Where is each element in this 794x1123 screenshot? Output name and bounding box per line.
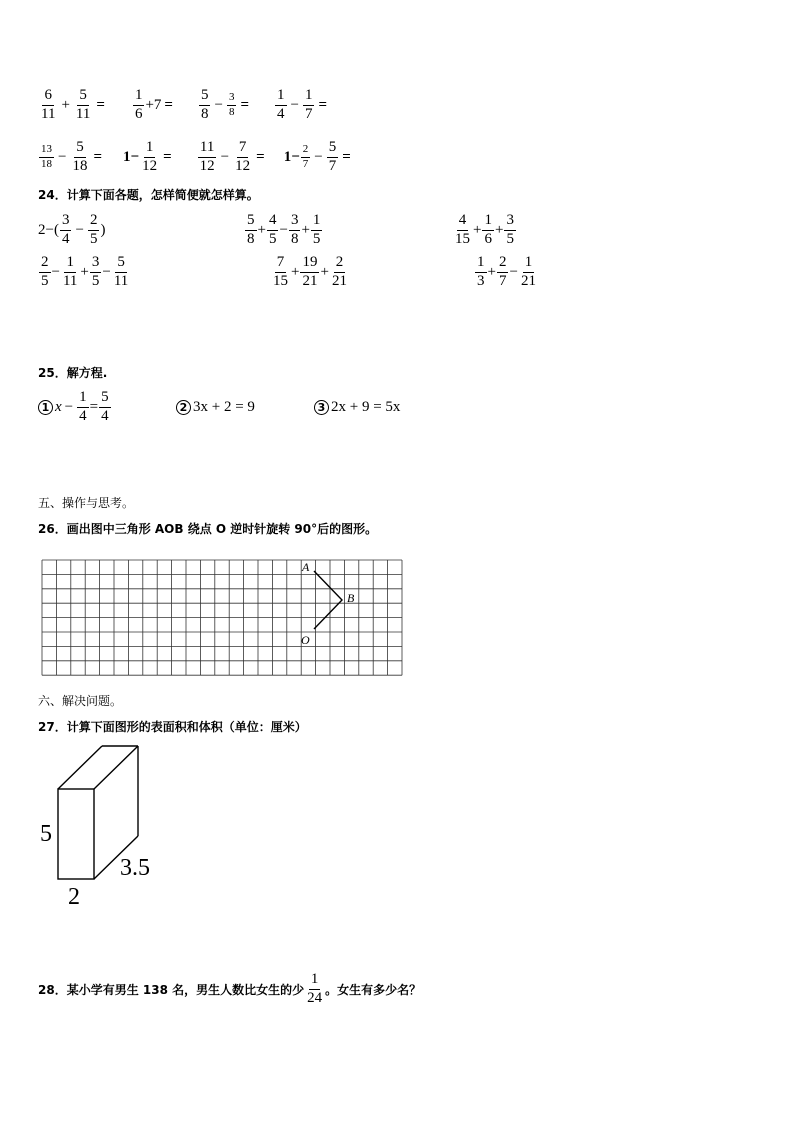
fraction: $\frac{2}{5}$ <box>41 254 49 289</box>
point-label-b: B <box>347 591 355 605</box>
q24-expr-6: $\frac{1}{3}$ + $\frac{2}{7}$ − $\frac{1}{21}$ <box>477 254 536 289</box>
fraction: $\frac{11}{12}$ <box>199 139 215 174</box>
fraction: $\frac{1}{5}$ <box>312 212 321 247</box>
expr-1-3: $\frac{5}{8}$ − $\frac{3}{8}$ = <box>200 87 249 122</box>
q27-title: 27．计算下面图形的表面积和体积（单位：厘米） <box>38 720 307 734</box>
fraction: $\frac{2}{21}$ <box>331 254 347 289</box>
fraction: $\frac{5}{8}$ <box>247 212 255 247</box>
fraction: $\frac{5}{7}$ <box>328 139 337 174</box>
fraction: $\frac{7}{15}$ <box>273 254 288 289</box>
fraction: $\frac{1}{6}$ <box>484 212 492 247</box>
q25-equation-2: 2 3x + 2 = 9 <box>176 399 255 416</box>
cuboid-figure <box>36 742 176 912</box>
depth-label: 3.5 <box>120 855 150 881</box>
fraction: $\frac{2}{7}$ <box>302 143 309 170</box>
q24-expr-2: $\frac{5}{8}$ + $\frac{4}{5}$ − $\frac{3}{8}$ + $\frac{1}{5}$ <box>247 212 321 247</box>
expr-2-2: 1− $\frac{1}{12}$ = <box>123 139 172 174</box>
triangle-aob <box>314 571 342 629</box>
fraction: $\frac{5}{11}$ <box>75 87 91 122</box>
fraction: $\frac{3}{5}$ <box>506 212 514 247</box>
point-label-o: O <box>301 633 310 647</box>
fraction: $\frac{13}{18}$ <box>41 143 52 170</box>
fraction: $\frac{5}{8}$ <box>200 87 209 122</box>
fraction: $\frac{1}{12}$ <box>142 139 158 174</box>
expr-1-1: $\frac{6}{11}$ + $\frac{5}{11}$ = <box>41 87 105 122</box>
q24-expr-3: $\frac{4}{15}$ + $\frac{1}{6}$ + $\frac{3}{5}$ <box>455 212 514 247</box>
fraction: $\frac{3}{5}$ <box>91 254 100 289</box>
calc-row-2 <box>38 140 354 175</box>
circled-number: 2 <box>176 400 191 415</box>
q26-title: 26．画出图中三角形 AOB 绕点 O 逆时针旋转 90°后的图形。 <box>38 522 378 536</box>
fraction: $\frac{4}{15}$ <box>455 212 470 247</box>
circled-number: 1 <box>38 400 53 415</box>
fraction: $\frac{2}{5}$ <box>89 212 98 247</box>
width-label: 2 <box>68 884 80 910</box>
fraction: $\frac{5}{18}$ <box>72 139 88 174</box>
circled-number: 3 <box>314 400 329 415</box>
fraction: $\frac{5}{4}$ <box>101 389 109 424</box>
q24-title: 24．计算下面各题，怎样简便就怎样算。 <box>38 188 259 202</box>
fraction: $\frac{3}{8}$ <box>290 212 299 247</box>
q24-expr-5: $\frac{7}{15}$ + $\frac{19}{21}$ + $\frac{2}{21}$ <box>273 254 347 289</box>
section-5-title: 五、操作与思考。 <box>38 496 135 510</box>
fraction: $\frac{6}{11}$ <box>41 87 56 122</box>
expr-2-1: $\frac{13}{18}$ − $\frac{5}{18}$ = <box>41 139 103 174</box>
q25-title: 25．解方程. <box>38 366 108 380</box>
expr-1-2: $\frac{1}{6}$ +7 = <box>134 87 173 122</box>
q28-question: 28．某小学有男生 138 名，男生人数比女生的少 $\frac{1}{24}$ 。女生有多少名？ <box>38 971 422 1006</box>
q24-expr-1: 2−( $\frac{3}{4}$ − $\frac{2}{5}$ ) <box>38 212 106 247</box>
fraction: $\frac{1}{21}$ <box>520 254 536 289</box>
height-label: 5 <box>40 821 52 847</box>
q24-expr-4: $\frac{2}{5}$ − $\frac{1}{11}$ + $\frac{3}{5}$ − $\frac{5}{11}$ <box>41 254 129 289</box>
fraction: $\frac{7}{12}$ <box>235 139 251 174</box>
grid-lines <box>42 560 402 675</box>
fraction: $\frac{19}{21}$ <box>302 254 318 289</box>
rotation-grid-figure <box>38 556 404 678</box>
fraction: $\frac{3}{4}$ <box>61 212 70 247</box>
fraction: $\frac{1}{4}$ <box>79 389 87 424</box>
fraction: $\frac{1}{7}$ <box>304 87 313 122</box>
fraction: $\frac{3}{8}$ <box>228 91 235 118</box>
fraction: $\frac{1}{4}$ <box>277 87 285 122</box>
fraction: $\frac{1}{3}$ <box>477 254 485 289</box>
expr-1-4: $\frac{1}{4}$ − $\frac{1}{7}$ = <box>277 87 328 122</box>
expr-2-3: $\frac{11}{12}$ − $\frac{7}{12}$ = <box>199 139 265 174</box>
fraction: $\frac{1}{11}$ <box>62 254 78 289</box>
fraction: $\frac{1}{24}$ <box>307 971 323 1006</box>
fraction: $\frac{4}{5}$ <box>268 212 277 247</box>
q25-equation-1: 1 x − $\frac{1}{4}$ = $\frac{5}{4}$ <box>38 390 112 425</box>
point-label-a: A <box>302 560 310 574</box>
fraction: $\frac{1}{6}$ <box>134 87 143 122</box>
q25-equation-3: 3 2x + 9 = 5x <box>314 399 400 416</box>
fraction: $\frac{5}{11}$ <box>113 254 129 289</box>
fraction: $\frac{2}{7}$ <box>498 254 507 289</box>
expr-2-4: 1− $\frac{2}{7}$ − $\frac{5}{7}$ = <box>283 139 351 174</box>
calc-row-1 <box>38 88 330 123</box>
section-6-title: 六、解决问题。 <box>38 694 123 708</box>
